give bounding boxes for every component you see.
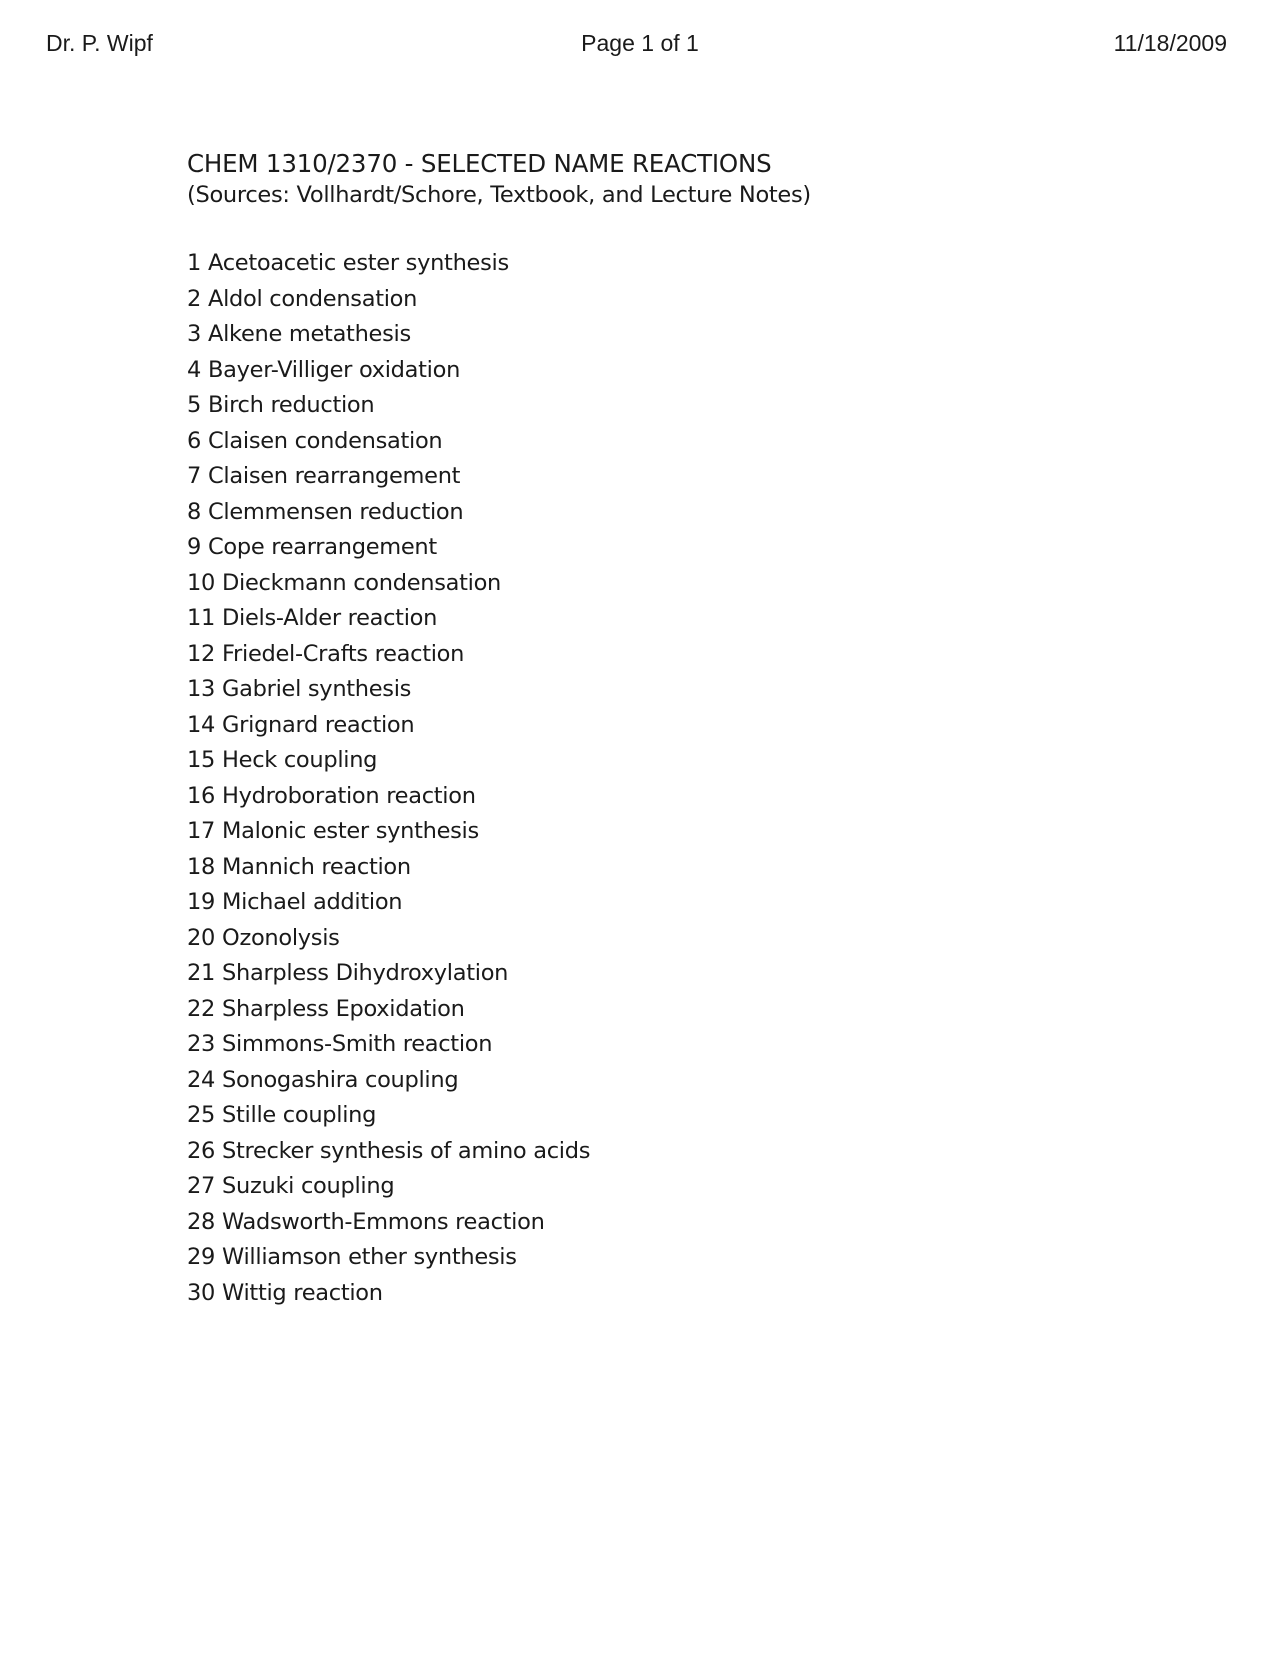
list-item — [187, 1098, 1187, 1134]
list-item — [187, 779, 1187, 815]
reaction-number: 20 — [187, 924, 216, 951]
reaction-name: Stille coupling — [222, 1102, 377, 1128]
reaction-number: 30 — [187, 1279, 216, 1306]
reaction-number: 18 — [187, 853, 216, 880]
reaction-name: Hydroboration reaction — [222, 782, 476, 809]
reaction-name: Heck coupling — [222, 747, 378, 773]
reaction-name: Ozonolysis — [222, 924, 340, 951]
document-body — [187, 148, 1187, 1311]
reaction-number: 9 — [187, 534, 202, 560]
reaction-number: 11 — [187, 605, 216, 631]
reaction-name: Mannich reaction — [222, 853, 411, 880]
reaction-number: 17 — [187, 818, 216, 844]
list-item — [187, 601, 1187, 637]
list-item — [187, 246, 1187, 282]
header-page-number: Page 1 of 1 — [581, 30, 699, 56]
reaction-number: 25 — [187, 1102, 216, 1128]
reaction-name: Clemmensen reduction — [208, 498, 464, 525]
list-item — [187, 424, 1187, 460]
list-item — [187, 1240, 1187, 1276]
page-header — [0, 30, 1280, 66]
reaction-number: 28 — [187, 1208, 216, 1235]
reaction-name: Gabriel synthesis — [222, 676, 412, 702]
reaction-number: 13 — [187, 676, 216, 702]
reaction-name: Acetoacetic ester synthesis — [208, 250, 509, 276]
reaction-number: 21 — [187, 960, 216, 986]
reaction-name: Dieckmann condensation — [222, 569, 502, 596]
reaction-name: Friedel-Crafts reaction — [222, 640, 465, 667]
reaction-name: Strecker synthesis of amino acids — [222, 1137, 591, 1164]
document-title: CHEM 1310/2370 - SELECTED NAME REACTIONS — [187, 149, 772, 178]
reaction-number: 10 — [187, 569, 216, 596]
reaction-name: Alkene metathesis — [208, 321, 411, 347]
reaction-name: Sonogashira coupling — [222, 1066, 459, 1093]
reaction-number: 6 — [187, 427, 202, 454]
reaction-name: Birch reduction — [208, 392, 375, 418]
reaction-name: Bayer-Villiger oxidation — [208, 356, 461, 383]
list-item — [187, 459, 1187, 495]
reaction-number: 14 — [187, 711, 216, 738]
reaction-number: 5 — [187, 392, 202, 418]
list-item — [187, 1134, 1187, 1170]
list-item — [187, 1027, 1187, 1063]
reaction-number: 29 — [187, 1244, 216, 1270]
list-item — [187, 1205, 1187, 1241]
reaction-name: Grignard reaction — [222, 711, 415, 738]
list-item — [187, 743, 1187, 779]
reaction-list — [187, 246, 1187, 1311]
list-item — [187, 566, 1187, 602]
list-item — [187, 388, 1187, 424]
reaction-number: 24 — [187, 1066, 216, 1093]
reaction-name: Suzuki coupling — [222, 1173, 395, 1199]
reaction-name: Michael addition — [222, 889, 403, 915]
list-item — [187, 850, 1187, 886]
list-item — [187, 317, 1187, 353]
header-date: 11/18/2009 — [1113, 30, 1227, 56]
reaction-name: Sharpless Epoxidation — [222, 995, 465, 1022]
list-item — [187, 814, 1187, 850]
list-item — [187, 921, 1187, 957]
list-item — [187, 1276, 1187, 1312]
list-item — [187, 637, 1187, 673]
reaction-name: Claisen condensation — [208, 427, 443, 454]
reaction-number: 27 — [187, 1173, 216, 1199]
reaction-name: Wadsworth-Emmons reaction — [222, 1208, 545, 1235]
reaction-number: 15 — [187, 747, 216, 773]
list-item — [187, 530, 1187, 566]
reaction-number: 3 — [187, 321, 202, 347]
list-item — [187, 672, 1187, 708]
list-item — [187, 708, 1187, 744]
reaction-name: Wittig reaction — [222, 1279, 383, 1306]
reaction-number: 1 — [187, 250, 202, 276]
reaction-number: 8 — [187, 498, 202, 525]
reaction-name: Sharpless Dihydroxylation — [222, 960, 509, 986]
reaction-number: 16 — [187, 782, 216, 809]
header-author: Dr. P. Wipf — [46, 30, 153, 56]
reaction-name: Malonic ester synthesis — [222, 818, 479, 844]
reaction-name: Williamson ether synthesis — [222, 1244, 517, 1270]
reaction-number: 12 — [187, 640, 216, 667]
reaction-number: 23 — [187, 1031, 216, 1057]
reaction-name: Diels-Alder reaction — [222, 605, 438, 631]
reaction-number: 26 — [187, 1137, 216, 1164]
reaction-number: 22 — [187, 995, 216, 1022]
reaction-name: Aldol condensation — [208, 285, 418, 312]
list-item — [187, 956, 1187, 992]
reaction-name: Cope rearrangement — [208, 534, 437, 560]
reaction-number: 7 — [187, 463, 202, 489]
list-item — [187, 282, 1187, 318]
reaction-number: 4 — [187, 356, 202, 383]
document-subtitle: (Sources: Vollhardt/Schore, Textbook, and Lecture Notes) — [187, 182, 811, 208]
list-item — [187, 1063, 1187, 1099]
list-item — [187, 992, 1187, 1028]
list-item — [187, 885, 1187, 921]
reaction-number: 19 — [187, 889, 216, 915]
list-item — [187, 353, 1187, 389]
reaction-number: 2 — [187, 285, 202, 312]
list-item — [187, 1169, 1187, 1205]
list-item — [187, 495, 1187, 531]
reaction-name: Simmons-Smith reaction — [222, 1031, 493, 1057]
reaction-name: Claisen rearrangement — [208, 463, 461, 489]
